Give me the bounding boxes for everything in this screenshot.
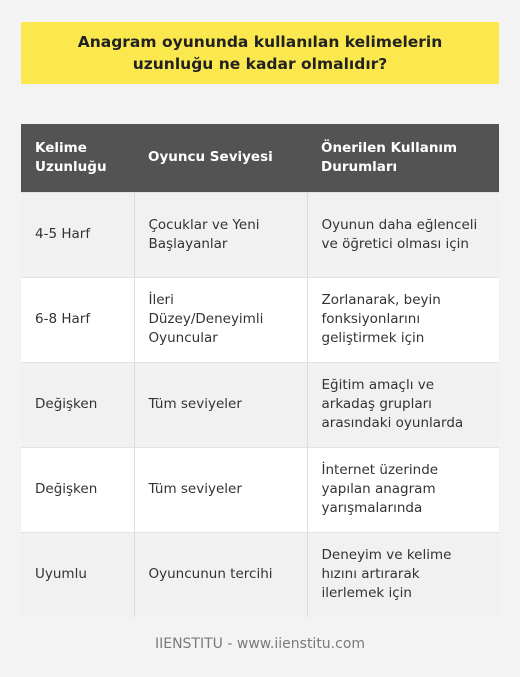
word-length-table	[21, 124, 499, 617]
cell-recommended-use: Deneyim ve kelime hızını artırarak ilerlemek için	[307, 532, 499, 617]
column-header-player-level: Oyuncu Seviyesi	[134, 124, 307, 192]
cell-recommended-use: İnternet üzerinde yapılan anagram yarışmalarında	[307, 447, 499, 532]
table-row	[21, 277, 499, 362]
table-row	[21, 362, 499, 447]
cell-word-length: Değişken	[21, 362, 134, 447]
cell-player-level: Tüm seviyeler	[134, 447, 307, 532]
cell-recommended-use: Oyunun daha eğlenceli ve öğretici olması için	[307, 192, 499, 277]
cell-word-length: Uyumlu	[21, 532, 134, 617]
cell-player-level: Oyuncunun tercihi	[134, 532, 307, 617]
cell-player-level: Çocuklar ve Yeni Başlayanlar	[134, 192, 307, 277]
column-header-word-length: Kelime Uzunluğu	[21, 124, 134, 192]
cell-recommended-use: Eğitim amaçlı ve arkadaş grupları arasındaki oyunlarda	[307, 362, 499, 447]
cell-player-level: Tüm seviyeler	[134, 362, 307, 447]
cell-recommended-use: Zorlanarak, beyin fonksiyonlarını geliştirmek için	[307, 277, 499, 362]
table-header-row	[21, 124, 499, 192]
cell-word-length: 4-5 Harf	[21, 192, 134, 277]
footer-credit: IIENSTITU - www.iienstitu.com	[154, 636, 366, 652]
title-banner	[21, 22, 499, 84]
table-row	[21, 192, 499, 277]
column-header-recommended-use: Önerilen Kullanım Durumları	[307, 124, 499, 192]
cell-word-length: 6-8 Harf	[21, 277, 134, 362]
cell-player-level: İleri Düzey/Deneyimli Oyuncular	[134, 277, 307, 362]
cell-word-length: Değişken	[21, 447, 134, 532]
table-row	[21, 532, 499, 617]
page-title: Anagram oyununda kullanılan kelimelerin uzunluğu ne kadar olmalıdır?	[77, 33, 443, 73]
table-row	[21, 447, 499, 532]
